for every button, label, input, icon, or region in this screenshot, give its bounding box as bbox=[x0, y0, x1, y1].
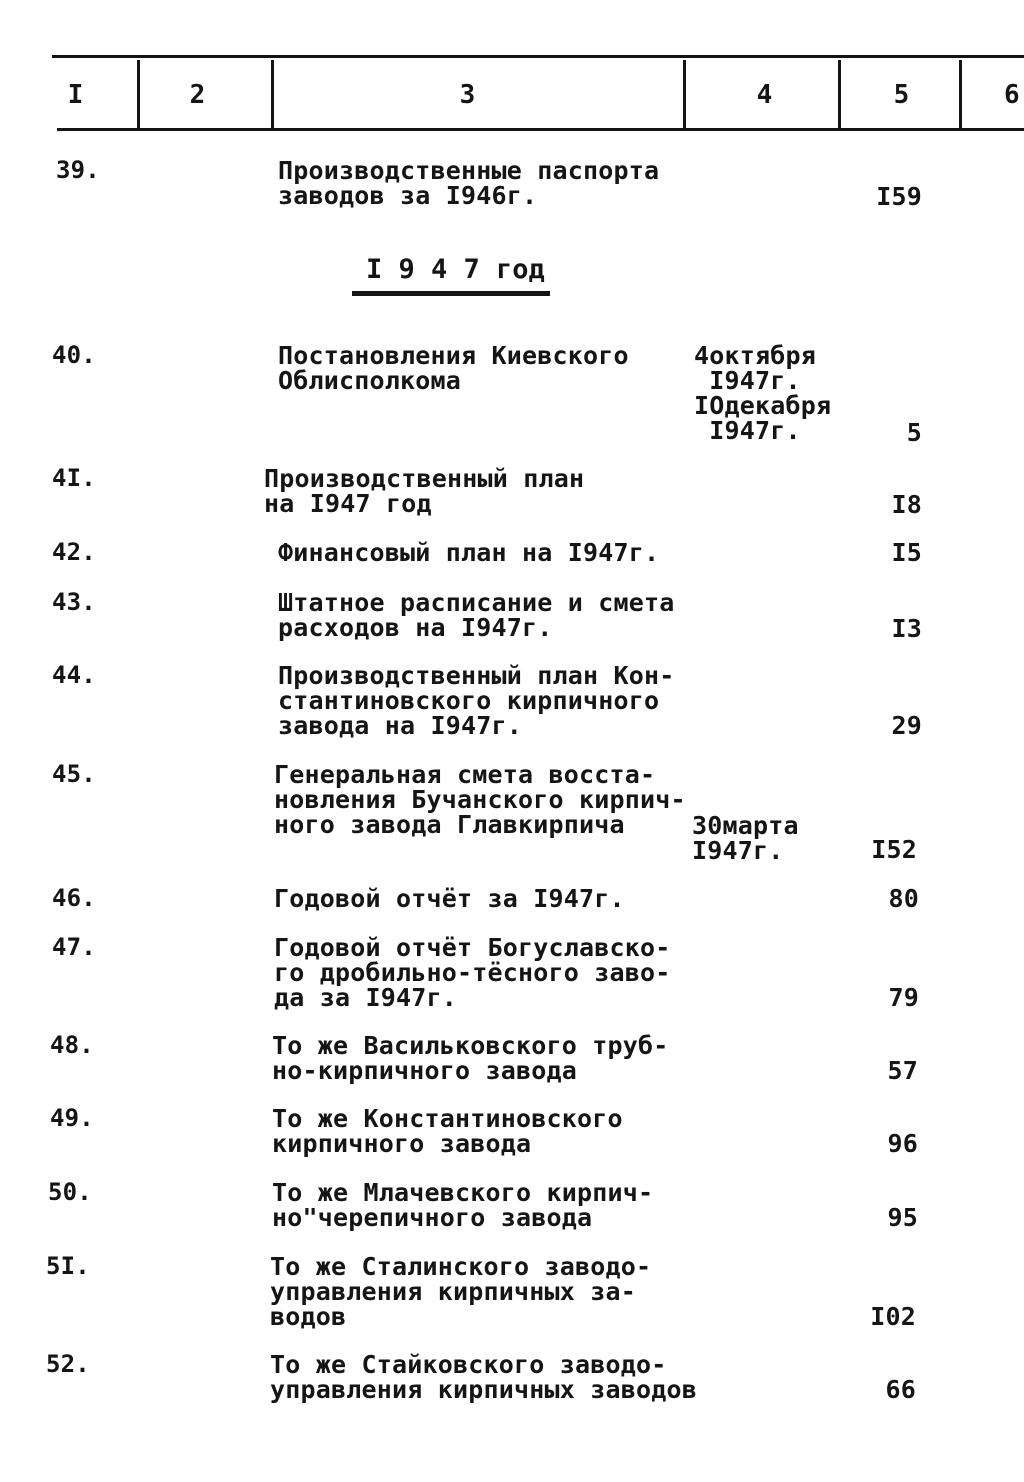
item-title: Годовой отчёт за I947г. bbox=[274, 884, 625, 913]
header-divider bbox=[838, 60, 841, 130]
item-number: 49. bbox=[50, 1104, 94, 1132]
item-pages: 57 bbox=[887, 1056, 918, 1085]
year-heading: I 9 4 7 год bbox=[366, 254, 545, 285]
item-number: 44. bbox=[52, 661, 96, 689]
item-pages: 96 bbox=[887, 1129, 918, 1158]
column-header-1: I bbox=[67, 80, 84, 110]
item-pages: I52 bbox=[871, 835, 917, 864]
header-divider bbox=[683, 60, 686, 130]
item-title: То же Млачевского кирпич- но"черепичного завода bbox=[272, 1178, 654, 1232]
item-pages: 95 bbox=[887, 1203, 918, 1232]
item-pages: I59 bbox=[876, 182, 922, 211]
item-pages: I8 bbox=[891, 490, 922, 519]
column-header-3: 3 bbox=[459, 80, 476, 110]
item-number: 47. bbox=[52, 933, 96, 961]
column-header-4: 4 bbox=[756, 80, 773, 110]
item-pages: I3 bbox=[891, 614, 922, 643]
item-title: То же Стайковского заводо- управления кирпичных заводов bbox=[270, 1350, 698, 1404]
item-number: 40. bbox=[52, 341, 96, 369]
item-title: Генеральная смета восста- новления Бучанского кирпич- ного завода Главкирпича bbox=[274, 760, 686, 839]
header-divider bbox=[271, 60, 274, 130]
item-pages: I02 bbox=[870, 1302, 916, 1331]
item-number: 48. bbox=[50, 1031, 94, 1059]
item-pages: 79 bbox=[888, 983, 919, 1012]
item-title: Годовой отчёт Богуславско- го дробильно-тёсного заво- да за I947г. bbox=[274, 933, 671, 1012]
column-header-6: 6 bbox=[1004, 80, 1020, 110]
item-pages: 66 bbox=[885, 1375, 916, 1404]
column-header-2: 2 bbox=[189, 80, 206, 110]
item-pages: I5 bbox=[891, 538, 922, 567]
item-number: 46. bbox=[52, 884, 96, 912]
item-title: То же Васильковского труб- но-кирпичного завода bbox=[272, 1031, 669, 1085]
header-bottom-rule bbox=[57, 128, 1024, 131]
item-number: 39. bbox=[56, 156, 100, 184]
header-divider bbox=[959, 60, 962, 130]
item-number: 42. bbox=[52, 538, 96, 566]
header-top-rule bbox=[52, 55, 1024, 58]
item-date: 4октября I947г. IOдекабря I947г. bbox=[694, 341, 832, 445]
item-pages: 80 bbox=[888, 884, 919, 913]
item-number: 4I. bbox=[52, 464, 96, 492]
item-number: 5I. bbox=[46, 1252, 90, 1280]
item-title: Производственный план Кон- стантиновского кирпичного завода на I947г. bbox=[278, 661, 675, 740]
item-title: Штатное расписание и смета расходов на I947г. bbox=[278, 588, 675, 642]
year-heading-underline bbox=[352, 291, 550, 296]
item-title: Производственные паспорта заводов за I946г. bbox=[278, 156, 660, 210]
item-number: 45. bbox=[52, 760, 96, 788]
item-title: Финансовый план на I947г. bbox=[278, 538, 660, 567]
item-pages: 5 bbox=[906, 418, 922, 447]
item-title: Постановления Киевского Облисполкома bbox=[278, 341, 629, 395]
item-date: 30марта I947г. bbox=[692, 811, 799, 865]
item-number: 50. bbox=[48, 1178, 92, 1206]
item-title: Производственный план на I947 год bbox=[264, 464, 585, 518]
item-title: То же Сталинского заводо- управления кирпичных за- водов bbox=[270, 1252, 652, 1331]
item-number: 43. bbox=[52, 588, 96, 616]
item-number: 52. bbox=[46, 1350, 90, 1378]
item-pages: 29 bbox=[891, 711, 922, 740]
header-divider bbox=[137, 60, 140, 130]
column-header-5: 5 bbox=[893, 80, 910, 110]
item-title: То же Константиновского кирпичного завода bbox=[272, 1104, 623, 1158]
